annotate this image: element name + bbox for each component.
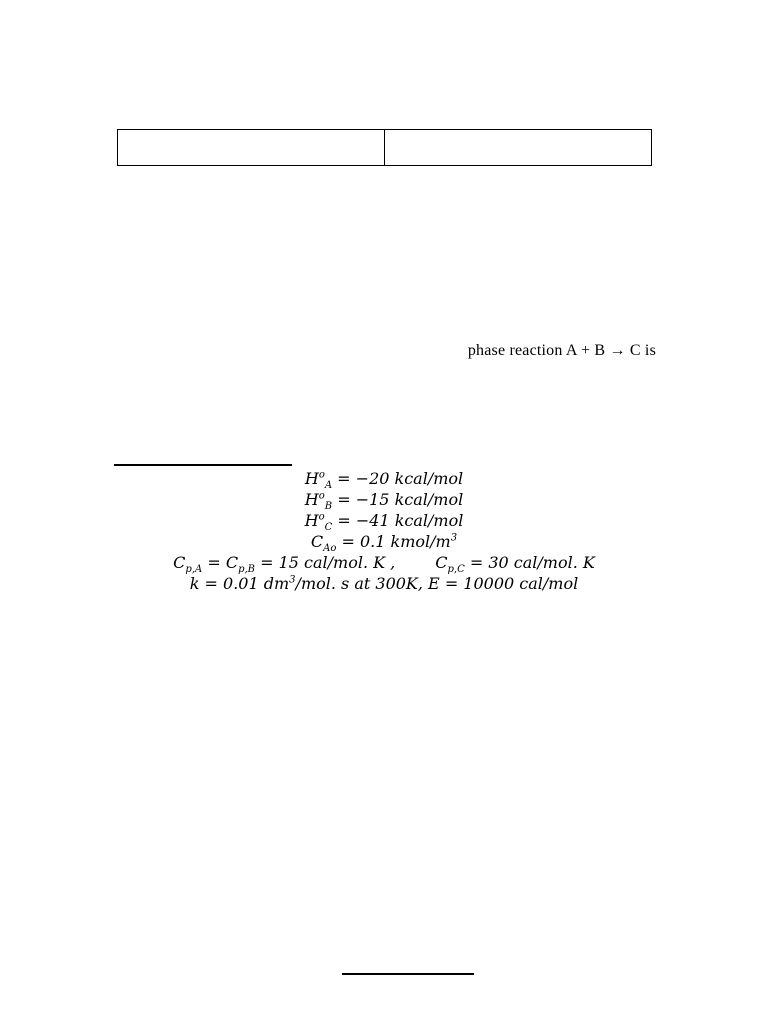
eq-symbol: C: [435, 553, 448, 572]
eq-value: = −20 kcal/mol: [332, 469, 464, 488]
eq-operator: =: [202, 553, 226, 572]
eq-symbol: C: [310, 532, 324, 551]
eq-symbol: H: [304, 490, 319, 509]
eq-superscript: o: [318, 490, 325, 502]
section-rule: [114, 464, 292, 466]
eq-value: = 15 cal/mol. K ,: [255, 553, 396, 572]
eq-symbol: C: [173, 553, 186, 572]
eq-value: = 30 cal/mol. K: [464, 553, 595, 572]
initial-concentration-equation: [0, 531, 768, 555]
header-table: [117, 129, 652, 166]
header-cell-right: [384, 130, 651, 165]
enthalpy-b-equation: [0, 489, 768, 513]
eq-subscript: p,C: [447, 564, 465, 576]
eq-subscript: C: [324, 522, 333, 534]
eq-superscript: o: [318, 469, 325, 481]
eq-value: /mol. s at 300K, E = 10000 cal/mol: [295, 574, 579, 593]
eq-value: = −15 kcal/mol: [332, 490, 464, 509]
eq-superscript: 3: [450, 532, 458, 544]
heat-capacity-equation: [0, 552, 768, 576]
eq-symbol: C: [225, 553, 239, 572]
reaction-statement: phase reaction A + B → C is: [467, 342, 656, 359]
eq-subscript: p,A: [185, 564, 203, 576]
footnote-rule: [342, 973, 474, 975]
enthalpy-c-equation: [0, 510, 768, 534]
rate-constant-equation: [0, 573, 768, 594]
eq-subscript: B: [324, 501, 333, 513]
eq-value: = −41 kcal/mol: [332, 511, 464, 530]
eq-superscript: 3: [289, 574, 296, 586]
eq-value: = 0.1 kmol/m: [336, 532, 451, 551]
eq-symbol: H: [304, 511, 319, 530]
eq-subscript: Ao: [323, 543, 337, 555]
eq-symbol: H: [304, 469, 319, 488]
eq-subscript: p,B: [238, 564, 255, 576]
header-cell-left: [118, 130, 384, 165]
enthalpy-a-equation: [0, 468, 768, 492]
equation-block: [0, 468, 768, 594]
eq-value: k = 0.01 dm: [189, 574, 290, 593]
eq-subscript: A: [324, 480, 333, 492]
eq-superscript: o: [318, 511, 325, 523]
